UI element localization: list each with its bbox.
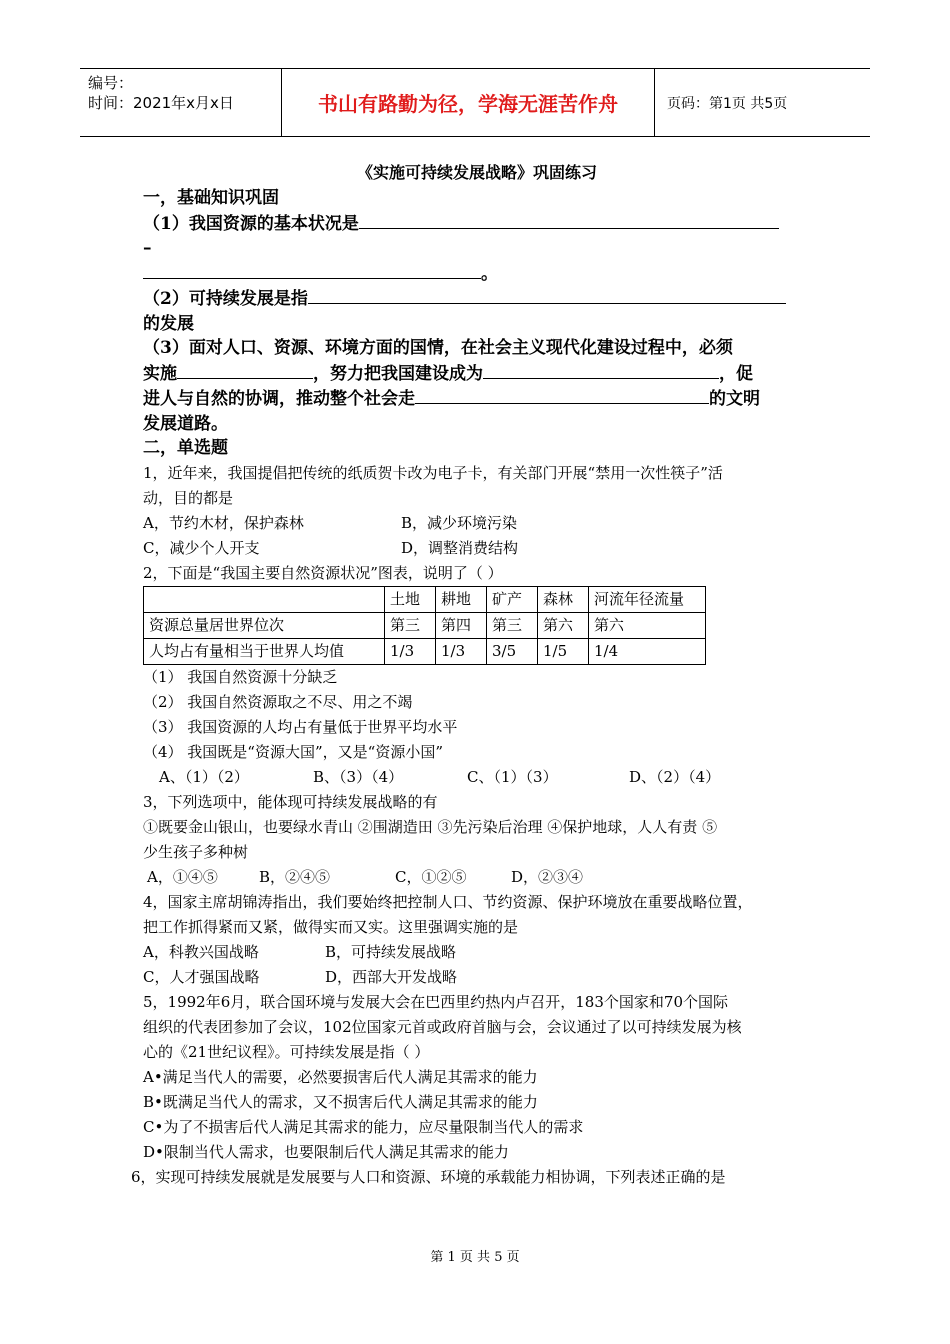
header-page-info: 页码：第1页 共5页 (667, 95, 788, 112)
q3-stem: 3，下列选项中，能体现可持续发展战略的有 (143, 792, 438, 811)
blank (177, 361, 313, 379)
q2-statement-2: （2） 我国自然资源取之不尽、用之不竭 (143, 692, 413, 711)
q5-option-d: D•限制当代人需求，也要限制后代人满足其需求的能力 (143, 1142, 509, 1161)
q5-stem-3: 心的《21世纪议程》。可持续发展是指（ ） (143, 1042, 430, 1061)
table-row: 人均占有量相当于世界人均值 1/3 1/3 3/5 1/5 1/4 (144, 638, 706, 664)
q5-option-c: C•为了不损害后代人满足其需求的能力，应尽量限制当代人的需求 (143, 1117, 584, 1136)
s1-q1: （1）我国资源的基本状况是 (143, 211, 811, 237)
q5-stem-2: 组织的代表团参加了会议，102位国家元首或政府首脑与会，会议通过了以可持续发展为核 (143, 1017, 742, 1036)
header-motto: 书山有路勤为径，学海无涯苦作舟 (282, 69, 655, 136)
section2-heading: 二，单选题 (143, 438, 228, 458)
q6-stem: 6，实现可持续发展就是发展要与人口和资源、环境的承载能力相协调，下列表述正确的是 (131, 1167, 726, 1186)
table-row: 土地 耕地 矿产 森林 河流年径流量 (144, 586, 706, 612)
header-table (80, 68, 870, 137)
s1-q2: （2）可持续发展是指 (143, 286, 811, 312)
section1-heading: 一，基础知识巩固 (143, 188, 279, 208)
s1-q2-end: 的发展 (143, 313, 194, 334)
blank (308, 286, 786, 304)
q5-option-b: B•既满足当代人的需求，又不损害后代人满足其需求的能力 (143, 1092, 538, 1111)
blank (359, 211, 779, 229)
s1-q3-line4: 发展道路。 (143, 413, 228, 434)
q2-statement-4: （4） 我国既是“资源大国”，又是“资源小国” (143, 742, 443, 761)
q4-options-cd: C，人才强国战略 D，西部大开发战略 (143, 967, 458, 986)
s1-q1-dash: – (143, 238, 152, 258)
q3-items-2: 少生孩子多种树 (143, 842, 249, 861)
q1-stem-1: 1，近年来，我国提倡把传统的纸质贺卡改为电子卡，有关部门开展“禁用一次性筷子”活 (143, 463, 723, 482)
blank (415, 386, 709, 404)
q4-stem-1: 4，国家主席胡锦涛指出，我们要始终把控制人口、节约资源、保护环境放在重要战略位置， (143, 892, 753, 911)
resource-table (143, 586, 706, 665)
q5-stem-1: 5，1992年6月，联合国环境与发展大会在巴西里约热内卢召开，183个国家和70个国际 (143, 992, 728, 1011)
q4-stem-2: 把工作抓得紧而又紧，做得实而又实。这里强调实施的是 (143, 917, 519, 936)
page-footer: 第 1 页 共 5 页 (430, 1250, 520, 1265)
q4-options-ab: A，科教兴国战略 B，可持续发展战略 (143, 942, 457, 961)
q2-stem: 2，下面是“我国主要自然资源状况”图表，说明了（ ） (143, 563, 503, 582)
s1-q3-line1: （3）面对人口、资源、环境方面的国情，在社会主义现代化建设过程中，必须 (143, 338, 733, 358)
s1-q3-line3: 进人与自然的协调，推动整个社会走 的文明 (143, 386, 811, 412)
s1-q3-line2: 实施 ，努力把我国建设成为 ，促 (143, 361, 811, 387)
header-info-cell (80, 69, 282, 136)
q2-options: A、（1）（2） B、（3）（4） C、（1）（3） D、（2）（4） (159, 767, 721, 786)
blank (143, 261, 481, 279)
q1-options-cd: C，减少个人开支 D，调整消费结构 (143, 538, 519, 557)
page-title: 《实施可持续发展战略》巩固练习 (356, 163, 597, 182)
s1-q1-cont: 。 (143, 261, 811, 287)
q3-items-1: ①既要金山银山，也要绿水青山 ②围湖造田 ③先污染后治理 ④保护地球，人人有责 ⑤ (143, 817, 718, 836)
blank (483, 361, 719, 379)
q5-option-a: A•满足当代人的需要，必然要损害后代人满足其需求的能力 (143, 1067, 538, 1086)
number-label: 编号： (88, 74, 134, 92)
q1-stem-2: 动，目的都是 (143, 488, 234, 507)
q1-options-ab: A，节约木材，保护森林 B，减少环境污染 (143, 513, 518, 532)
q2-statement-1: （1） 我国自然资源十分缺乏 (143, 667, 338, 686)
document-body (131, 160, 811, 1190)
table-row: 资源总量居世界位次 第三 第四 第三 第六 第六 (144, 612, 706, 638)
q2-statement-3: （3） 我国资源的人均占有量低于世界平均水平 (143, 717, 458, 736)
time-label: 时间：2021年x月x日 (88, 94, 234, 112)
q3-options: A，①④⑤ B，②④⑤ C，①②⑤ D，②③④ (147, 867, 584, 886)
